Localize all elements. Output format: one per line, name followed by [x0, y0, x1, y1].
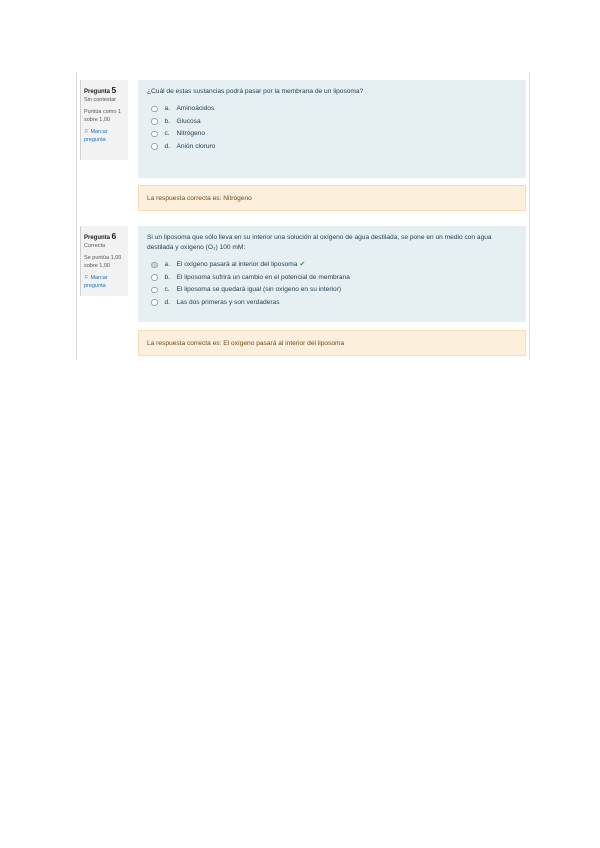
correct-answer-feedback	[138, 185, 526, 211]
option-text: Glucosa	[176, 117, 201, 125]
question-info	[80, 226, 128, 296]
flag-label: Marcar pregunta	[84, 274, 108, 289]
feedback-text: La respuesta correcta es: Nitrógeno	[147, 194, 252, 202]
option-text: El liposoma sufrirá un cambio en el potencial de membrana	[176, 273, 350, 281]
question-info	[80, 80, 128, 160]
option-letter: a.	[164, 261, 170, 269]
question-heading	[84, 84, 125, 97]
question-status: Correcta	[84, 242, 106, 249]
option-text: El liposoma se quedará igual (sin oxígeno en su interior)	[176, 286, 342, 294]
option-letter: b.	[164, 117, 170, 125]
option-letter: b.	[164, 273, 170, 281]
question-text: Si un liposoma que sólo lleva en su interior una solución al oxígeno de agua destilada, se pone en un medio con agua destilada y oxígeno (O₂) 100 mM:	[147, 234, 492, 251]
question-number: 6	[111, 231, 117, 241]
question-status: Sin contestar	[84, 96, 117, 103]
radio-button[interactable]	[151, 274, 158, 281]
question-title: Pregunta	[84, 235, 111, 241]
option-letter: d.	[164, 142, 170, 150]
answer-option-b[interactable]	[147, 115, 517, 128]
answer-option-c[interactable]	[147, 284, 517, 297]
answer-option-a[interactable]	[147, 259, 517, 272]
radio-button[interactable]	[151, 106, 158, 113]
option-text: Anión cloruro	[176, 142, 216, 150]
question-text: ¿Cuál de estas sustancias podrá pasar por la membrana de un liposoma?	[147, 88, 364, 95]
correct-answer-feedback	[138, 330, 526, 356]
option-text: Las dos primeras y son verdaderas	[176, 298, 280, 306]
flag-question-link[interactable]	[84, 275, 125, 291]
radio-button[interactable]	[151, 287, 158, 294]
option-text: Aminoácidos	[176, 105, 215, 113]
question-number: 5	[111, 85, 117, 95]
radio-button[interactable]	[151, 143, 158, 150]
question-heading	[84, 230, 125, 243]
radio-button[interactable]	[151, 131, 158, 138]
question-grade: Puntúa como 1 sobre 1,00	[84, 108, 121, 123]
answer-option-b[interactable]	[147, 271, 517, 284]
radio-button[interactable]	[151, 118, 158, 125]
option-text: Nitrógeno	[176, 130, 206, 138]
flag-question-link[interactable]	[84, 129, 125, 145]
option-letter: c.	[164, 286, 170, 294]
radio-button-selected[interactable]	[151, 262, 158, 269]
question-formulation	[138, 226, 526, 322]
check-icon: ✔	[299, 260, 306, 268]
option-letter: d.	[164, 298, 170, 306]
flag-label: Marcar pregunta	[84, 128, 108, 143]
flag-icon: ⚐	[84, 128, 89, 135]
answer-list	[147, 259, 517, 309]
feedback-text: La respuesta correcta es: El oxígeno pasará al interior del liposoma	[147, 339, 345, 347]
option-letter: c.	[164, 130, 170, 138]
question-formulation	[138, 80, 526, 178]
answer-option-c[interactable]	[147, 128, 517, 141]
option-text: El oxígeno pasará al interior del liposoma	[176, 261, 298, 269]
answer-option-d[interactable]	[147, 296, 517, 309]
quiz-review	[76, 72, 530, 360]
question-title: Pregunta	[84, 89, 111, 95]
question-grade: Se puntúa 1,00 sobre 1,00	[84, 254, 122, 269]
answer-option-a[interactable]	[147, 103, 517, 116]
flag-icon: ⚐	[84, 274, 89, 281]
answer-list	[147, 103, 517, 153]
radio-button[interactable]	[151, 299, 158, 306]
option-letter: a.	[164, 105, 170, 113]
answer-option-d[interactable]	[147, 140, 517, 153]
